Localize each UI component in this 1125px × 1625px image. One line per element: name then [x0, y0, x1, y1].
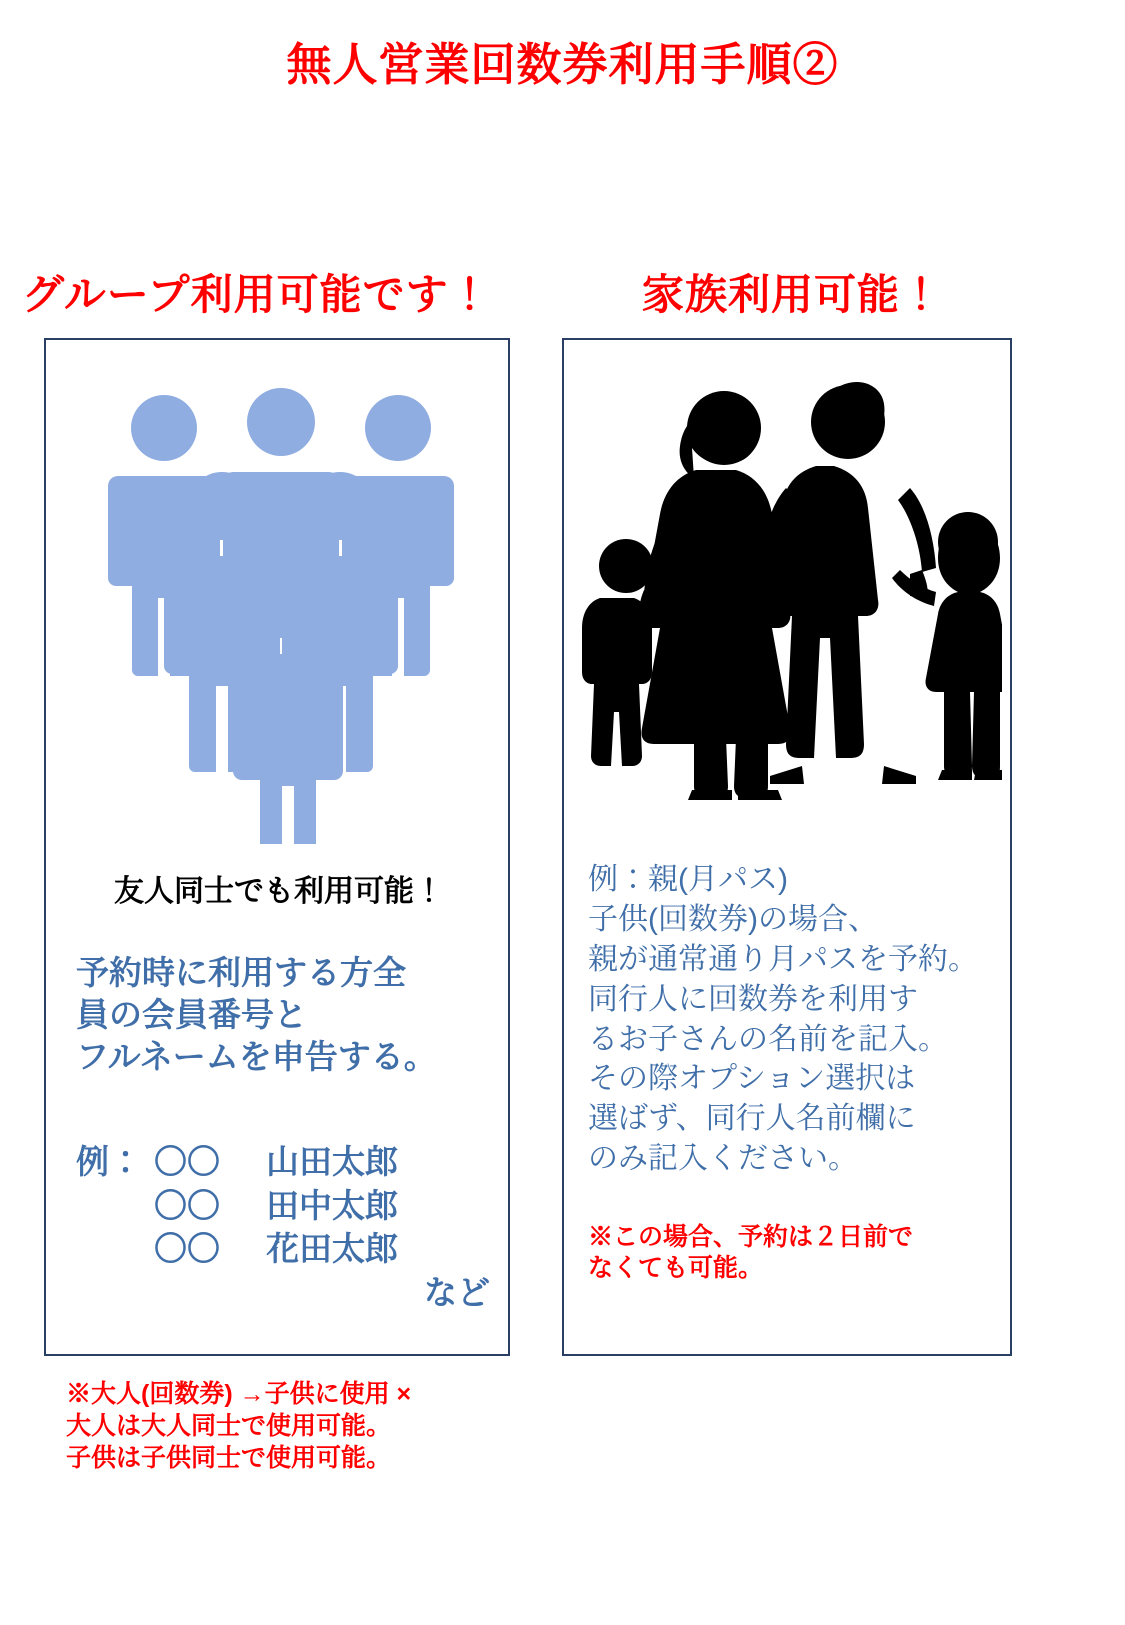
right-body-line-5: るお子さんの名前を記入。 [588, 1022, 948, 1056]
left-panel-example-list [76, 1140, 496, 1314]
right-body-line-2: 子供(回数券)の場合、 [588, 902, 878, 936]
example-member-number: 〇〇 [154, 1143, 220, 1180]
left-body-line-2: 員の会員番号と [76, 996, 307, 1034]
footnote-line-1: ※大人(回数券) →子供に使用 × [66, 1380, 412, 1408]
example-row [76, 1184, 496, 1228]
page-title: 無人営業回数券利用手順② [286, 39, 839, 90]
example-row [76, 1227, 496, 1271]
right-body-line-4: 同行人に回数券を利用す [588, 982, 918, 1016]
footnote-line-2: 大人は大人同士で使用可能。 [66, 1412, 392, 1440]
group-usage-panel [44, 338, 510, 1356]
right-panel-note [588, 1222, 1006, 1283]
right-note-line-2: なくても可能。 [588, 1253, 764, 1282]
example-label: 例： [76, 1143, 142, 1180]
left-panel-body [76, 952, 496, 1079]
right-panel-body [588, 860, 998, 1179]
example-member-number: 〇〇 [154, 1230, 220, 1268]
example-member-name: 田中太郎 [266, 1186, 398, 1224]
group-of-people-silhouette-icon [106, 380, 456, 850]
family-silhouette-icon [576, 370, 1002, 800]
right-body-line-7: 選ばず、同行人名前欄に [588, 1102, 916, 1136]
example-member-name: 山田太郎 [266, 1143, 398, 1180]
example-member-number: 〇〇 [154, 1186, 220, 1224]
right-section-heading: 家族利用可能！ [642, 271, 944, 318]
example-member-name: 花田太郎 [266, 1230, 398, 1268]
right-note-line-1: ※この場合、予約は２日前で [588, 1223, 914, 1251]
right-body-line-8: のみ記入ください。 [588, 1142, 858, 1176]
left-body-line-1: 予約時に利用する方全 [76, 954, 406, 991]
example-row [76, 1140, 496, 1184]
right-body-line-1: 例：親(月パス) [588, 863, 788, 896]
left-body-line-3: フルネームを申告する。 [76, 1038, 437, 1076]
family-usage-panel [562, 338, 1012, 1356]
left-section-heading: グループ利用可能です！ [22, 271, 492, 318]
footnote [66, 1378, 586, 1474]
left-panel-caption: 友人同士でも利用可能！ [114, 875, 444, 908]
right-body-line-6: その際オプション選択は [588, 1062, 916, 1096]
right-body-line-3: 親が通常通り月パスを予約。 [588, 942, 978, 976]
example-etc: など [424, 1273, 490, 1311]
footnote-line-3: 子供は子供同士で使用可能。 [66, 1444, 392, 1472]
